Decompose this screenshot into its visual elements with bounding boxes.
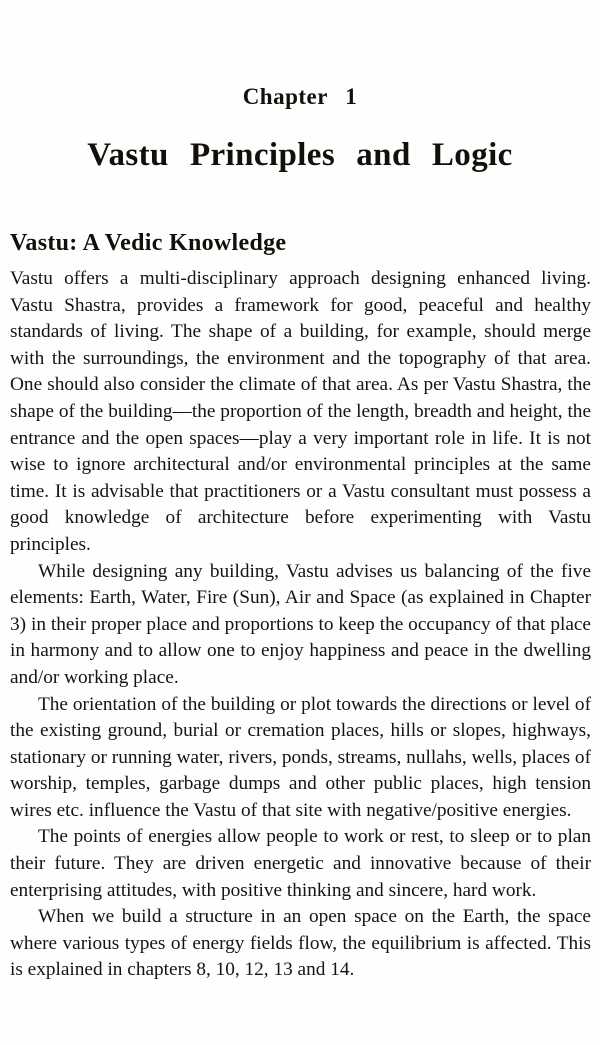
paragraph: While designing any building, Vastu advises us balancing of the five elements: Earth, Water, Fire (Sun), Air and Space (as explained in Chapter 3) in their proper place and proportions to keep the occupancy of that place in harmony and to allow one to enjoy happiness and peace in the dwelling and/or working place. <box>10 560 591 688</box>
body-text <box>0 266 600 984</box>
paragraph: When we build a structure in an open space on the Earth, the space where various types of energy fields flow, the equilibrium is affected. This is explained in chapters 8, 10, 12, 13 and 14. <box>10 906 591 981</box>
section-heading: Vastu: A Vedic Knowledge <box>10 230 287 256</box>
paragraph: The orientation of the building or plot towards the directions or level of the existing ground, burial or cremation places, hills or slopes, highways, stationary or running water, rivers, ponds, streams, nullahs, wells, places of worship, temples, garbage dumps and other public places, high tension wires etc. influence the Vastu of that site with negative/positive energies. <box>10 693 591 821</box>
page-title: Vastu Principles and Logic <box>87 137 513 173</box>
chapter-label: Chapter 1 <box>242 84 358 109</box>
paragraph: The points of energies allow people to work or rest, to sleep or to plan their future. They are driven energetic and innovative because of their enterprising attitudes, with positive thinking and sincere, hard work. <box>10 826 591 901</box>
paragraph: Vastu offers a multi-disciplinary approach designing enhanced living. Vastu Shastra, provides a framework for good, peaceful and healthy standards of living. The shape of a building, for example, should merge with the surroundings, the environment and the topography of that area. One should also consider the climate of that area. As per Vastu Shastra, the shape of the building—the proportion of the length, breadth and height, the entrance and the open spaces—play a very important role in life. It is not wise to ignore architectural and/or environmental principles at the same time. It is advisable that practitioners or a Vastu consultant must possess a good knowledge of architecture before experimenting with Vastu principles. <box>10 268 591 555</box>
